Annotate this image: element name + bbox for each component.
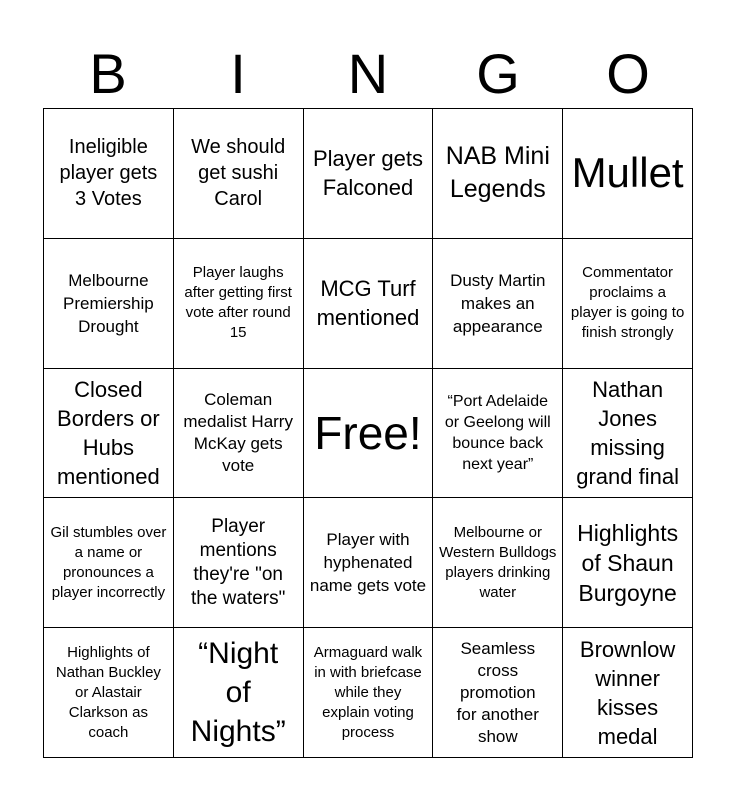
cell-text: Gil stumbles over a name or pronounces a player incorrectly [50,523,167,601]
cell-text: Closed Borders or Hubs mentioned [57,376,160,489]
header-letter-n: N [347,42,389,105]
cell-text: Player mentions they're "on the waters" [190,515,286,609]
bingo-cell[interactable] [174,109,304,239]
header-letter-i: I [230,42,246,105]
cell-text: Player with hyphenated name gets vote [309,530,427,596]
bingo-cell[interactable] [174,498,304,628]
bingo-cell[interactable] [304,628,434,758]
bingo-cell[interactable] [563,628,693,758]
cell-text: NAB Mini Legends [445,142,550,204]
cell-text: Free! [314,406,422,459]
bingo-cell[interactable] [433,369,563,499]
cell-text: MCG Turf mentioned [316,276,420,331]
cell-text: Dusty Martin makes an appearance [450,270,546,336]
bingo-cell[interactable] [44,109,174,239]
bingo-cell[interactable] [174,628,304,758]
bingo-header [43,40,693,108]
bingo-cell[interactable] [304,239,434,369]
cell-text: Brownlow winner kisses medal [579,636,676,749]
cell-text: Highlights of Shaun Burgoyne [577,519,679,606]
cell-text: Melbourne Premiership Drought [63,270,154,336]
bingo-cell[interactable] [563,109,693,239]
bingo-cell[interactable] [563,239,693,369]
bingo-cell[interactable] [304,109,434,239]
cell-text: Highlights of Nathan Buckley or Alastair Clarkson as coach [55,643,161,741]
bingo-cell[interactable] [563,498,693,628]
bingo-cell[interactable] [174,369,304,499]
header-letter-b: B [89,42,127,105]
bingo-grid [43,108,693,758]
bingo-cell[interactable] [304,498,434,628]
bingo-cell[interactable] [44,239,174,369]
bingo-cell[interactable] [44,628,174,758]
cell-text: “Night of Nights” [190,637,286,749]
cell-text: We should get sushi Carol [191,136,286,211]
header-letter-g: G [476,42,520,105]
cell-text: “Port Adelaide or Geelong will bounce back next year” [444,392,551,473]
bingo-cell[interactable] [44,498,174,628]
bingo-cell[interactable] [433,498,563,628]
cell-text: Melbourne or Western Bulldogs players drinking water [439,523,557,601]
bingo-cell[interactable] [563,369,693,499]
header-letter-o: O [606,42,650,105]
cell-text: Ineligible player gets 3 Votes [59,136,158,211]
cell-text: Seamless cross promotion for another show [456,638,539,746]
bingo-cell[interactable] [44,369,174,499]
cell-text: Mullet [571,149,684,197]
cell-text: Armaguard walk in with briefcase while they explain voting process [313,643,423,741]
bingo-cell[interactable] [433,239,563,369]
free-space[interactable] [304,369,434,499]
cell-text: Player laughs after getting first vote after round 15 [184,264,292,342]
cell-text: Commentator proclaims a player is going to finish strongly [570,264,685,342]
bingo-cell[interactable] [174,239,304,369]
bingo-cell[interactable] [433,628,563,758]
cell-text: Nathan Jones missing grand final [576,376,679,489]
cell-text: Coleman medalist Harry McKay gets vote [183,389,293,475]
cell-text: Player gets Falconed [312,146,424,201]
bingo-cell[interactable] [433,109,563,239]
